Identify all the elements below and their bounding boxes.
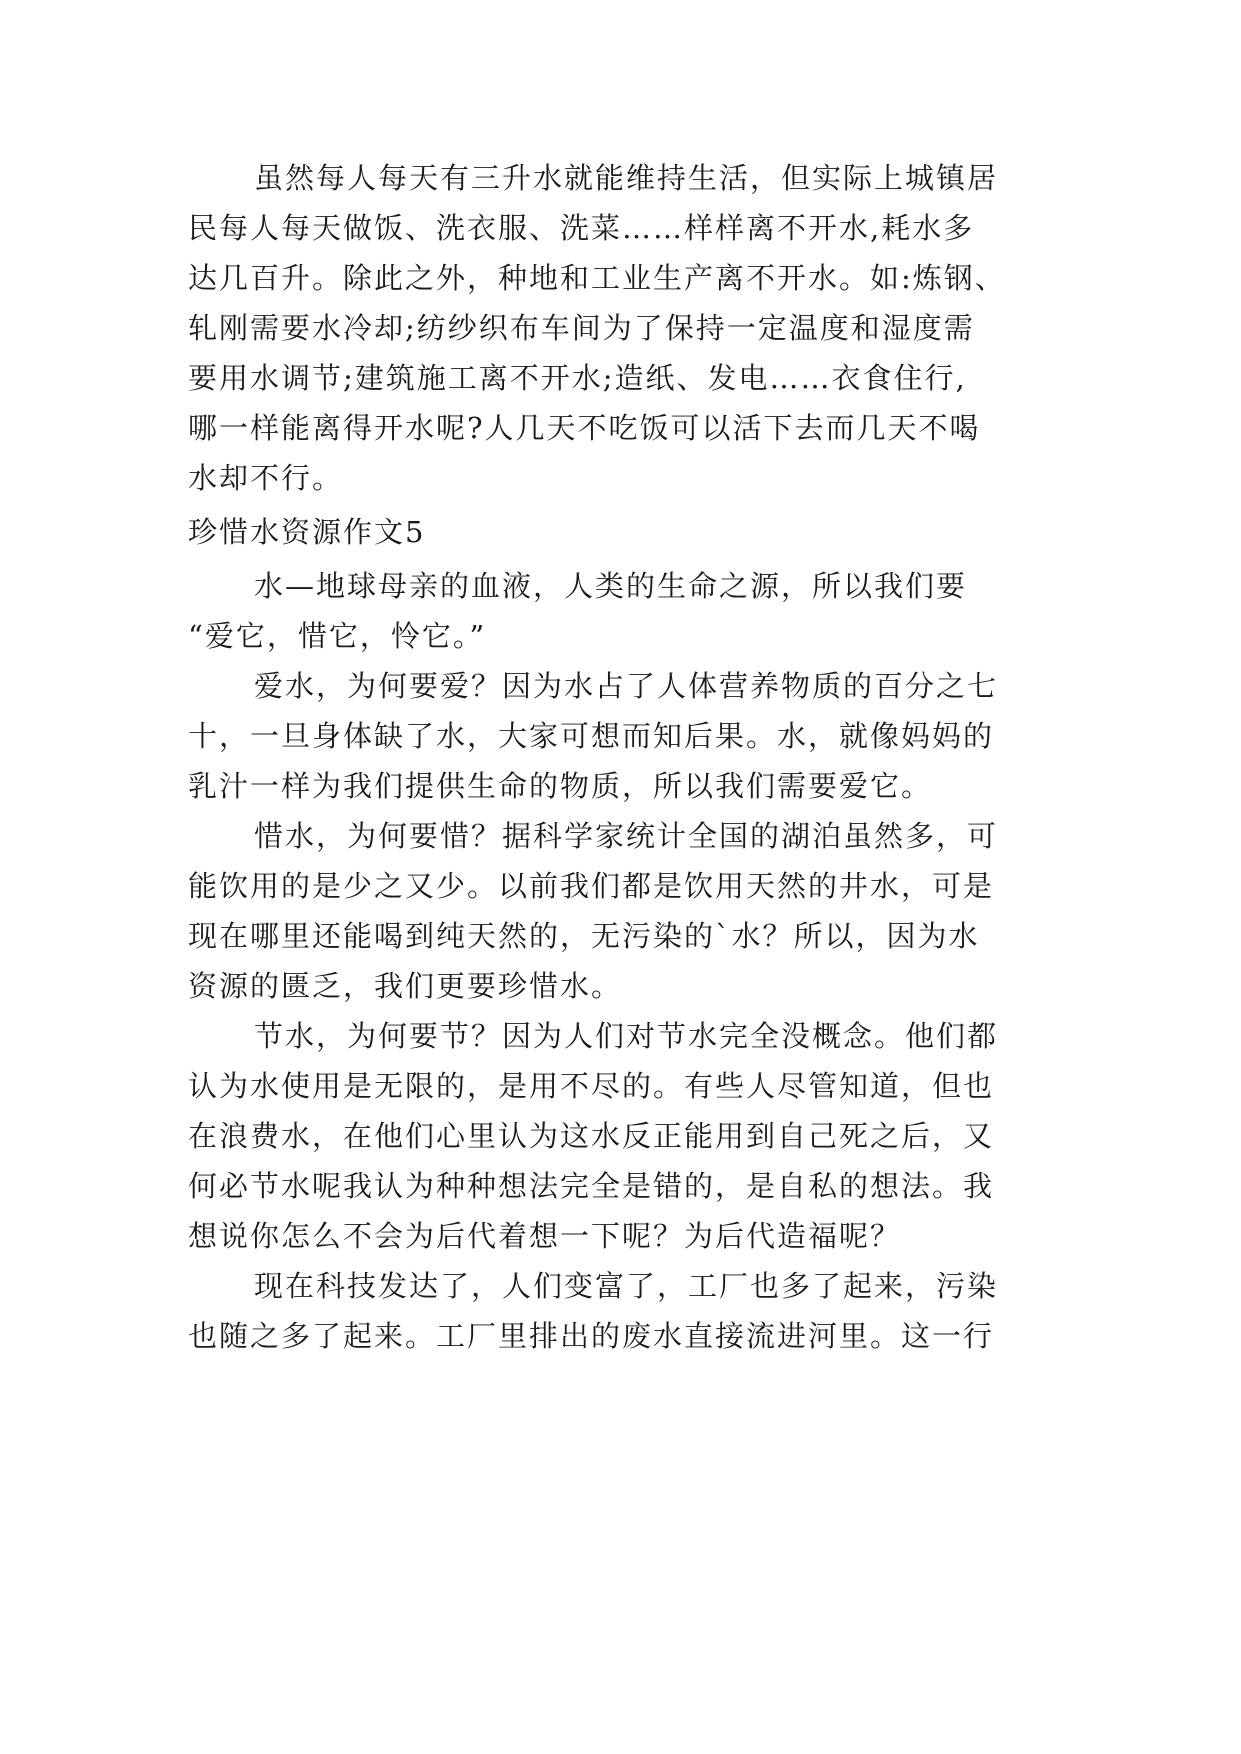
paragraph-4 (188, 811, 1088, 1011)
text-line: 要用水调节;建筑施工离不开水;造纸、发电……衣食住行, (188, 361, 967, 395)
document-body (188, 153, 1088, 1361)
text-line: 想说你怎么不会为后代着想一下呢？为后代造福呢？ (188, 1219, 902, 1253)
text-line: 资源的匮乏，我们更要珍惜水。 (188, 969, 623, 1003)
text-line: 惜水，为何要惜？据科学家统计全国的湖泊虽然多，可 (254, 819, 999, 853)
text-line: 民每人每天做饭、洗衣服、洗菜……样样离不开水,耗水多 (188, 211, 975, 245)
text-line: 现在哪里还能喝到纯天然的，无污染的`水？所以，因为水 (188, 919, 980, 953)
paragraph-2 (188, 561, 1088, 661)
text-line: 轧刚需要水冷却;纺纱织布车间为了保持一定温度和湿度需 (188, 311, 975, 345)
paragraph-1 (188, 153, 1088, 503)
text-line: 水—地球母亲的血液，人类的生命之源，所以我们要 (254, 569, 968, 603)
text-line: 达几百升。除此之外，种地和工业生产离不开水。如:炼钢、 (188, 261, 1006, 295)
text-line: 水却不行。 (188, 461, 344, 495)
text-line: 也随之多了起来。工厂里排出的废水直接流进河里。这一行 (188, 1319, 995, 1353)
text-line: 在浪费水，在他们心里认为这水反正能用到自己死之后，又 (188, 1119, 995, 1153)
text-line: 何必节水呢我认为种种想法完全是错的，是自私的想法。我 (188, 1169, 995, 1203)
paragraph-3 (188, 661, 1088, 811)
text-line: 认为水使用是无限的，是用不尽的。有些人尽管知道，但也 (188, 1069, 995, 1103)
section-heading: 珍惜水资源作文5 (188, 515, 426, 549)
paragraph-6 (188, 1261, 1088, 1361)
text-line: 虽然每人每天有三升水就能维持生活，但实际上城镇居 (254, 161, 999, 195)
text-line: 节水，为何要节？因为人们对节水完全没概念。他们都 (254, 1019, 999, 1053)
text-line: 能饮用的是少之又少。以前我们都是饮用天然的井水，可是 (188, 869, 995, 903)
text-line: 现在科技发达了，人们变富了，工厂也多了起来，污染 (254, 1269, 999, 1303)
paragraph-5 (188, 1011, 1088, 1261)
text-line: 十，一旦身体缺了水，大家可想而知后果。水，就像妈妈的 (188, 719, 995, 753)
text-line: “爱它，惜它，怜它。” (188, 619, 487, 653)
text-line: 乳汁一样为我们提供生命的物质，所以我们需要爱它。 (188, 769, 933, 803)
text-line: 爱水，为何要爱？因为水占了人体营养物质的百分之七 (254, 669, 999, 703)
text-line: 哪一样能离得开水呢?人几天不吃饭可以活下去而几天不喝 (188, 411, 981, 445)
